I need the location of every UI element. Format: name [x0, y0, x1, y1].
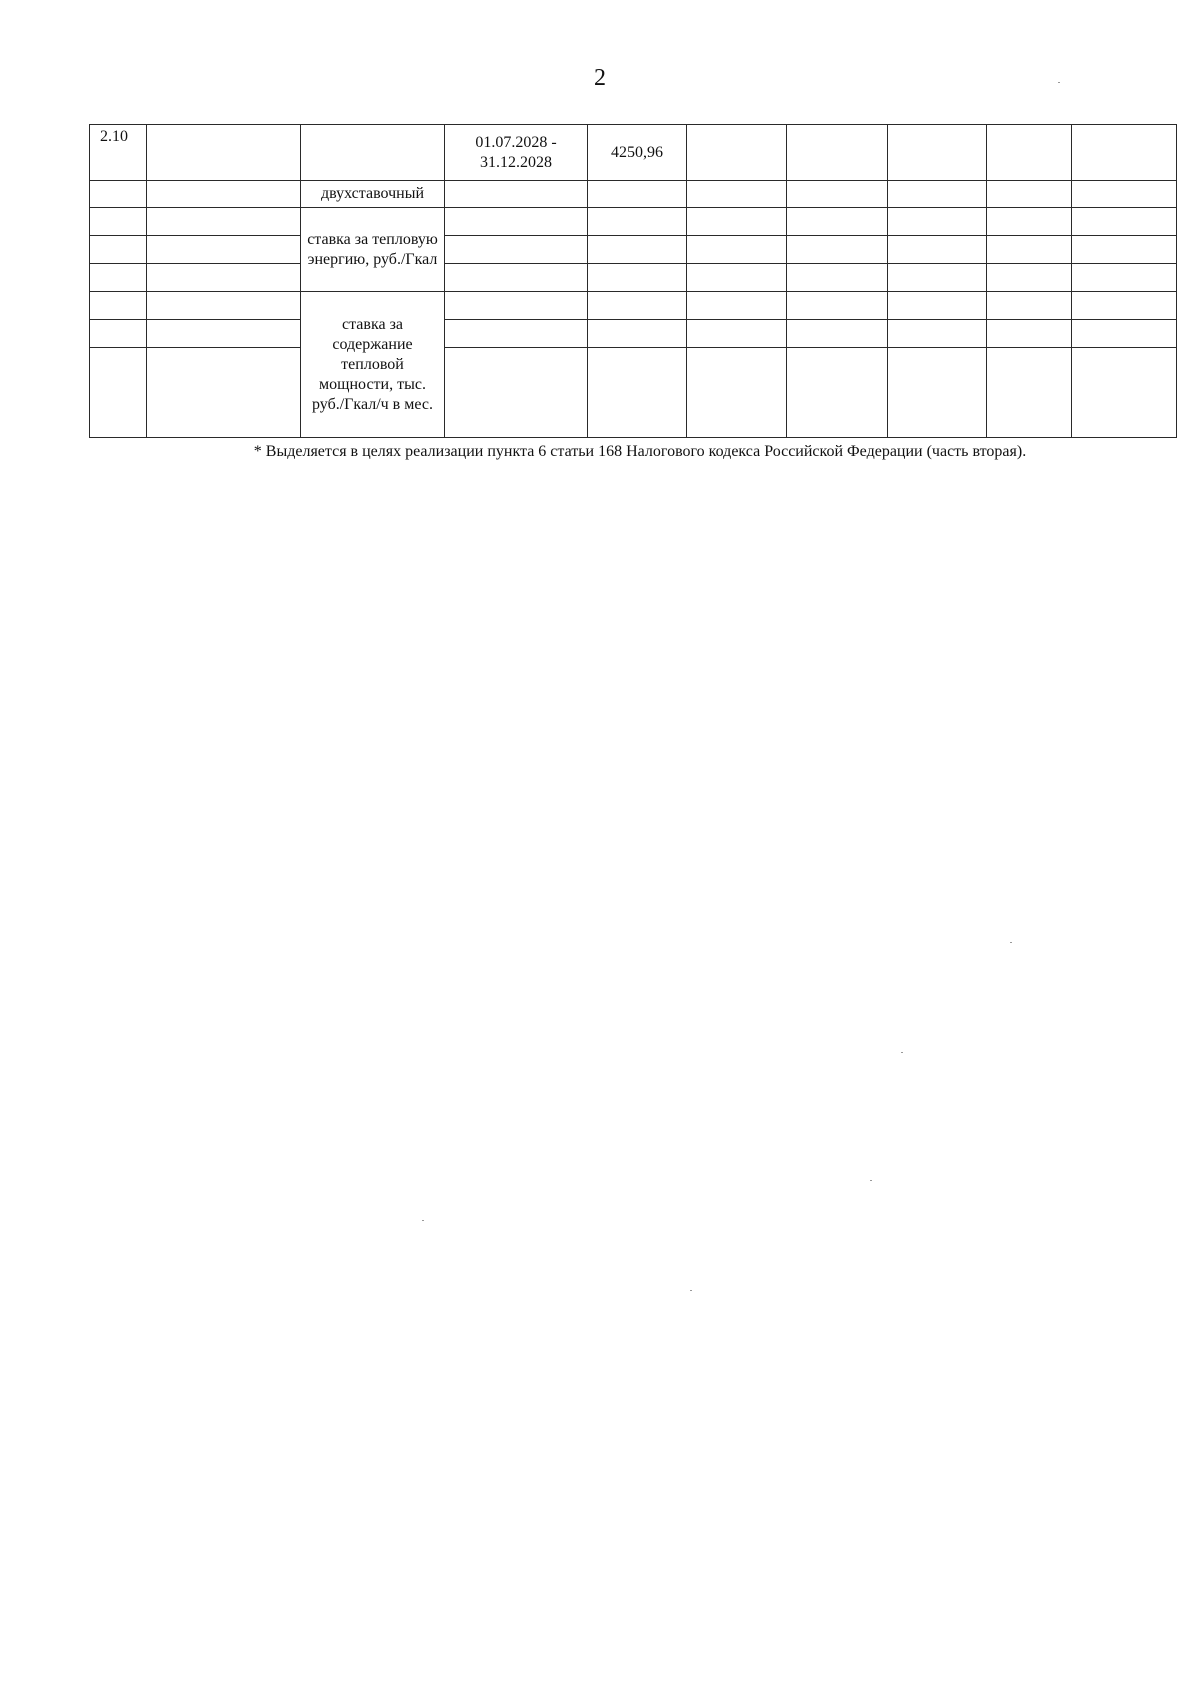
table-row-energy-rate [90, 236, 1177, 264]
scan-speck [422, 1220, 424, 1221]
empty-cell [147, 208, 301, 236]
empty-cell [787, 125, 888, 181]
footnote: * Выделяется в целях реализации пункта 6 статьи 168 Налогового кодекса Российской Федерации (часть вторая). [253, 443, 1027, 460]
empty-cell [445, 181, 588, 208]
capacity-rate-label-cell: ставка за содержание тепловой мощности, тыс. руб./Гкал/ч в мес. [301, 292, 445, 438]
empty-cell [687, 125, 787, 181]
empty-cell [445, 292, 588, 320]
empty-cell [588, 292, 687, 320]
scan-speck [870, 1180, 872, 1181]
empty-cell [888, 181, 987, 208]
empty-cell [687, 292, 787, 320]
empty-cell [90, 320, 147, 348]
empty-cell [987, 320, 1072, 348]
empty-cell [1072, 320, 1177, 348]
empty-cell [687, 348, 787, 438]
empty-cell [147, 181, 301, 208]
empty-cell [588, 348, 687, 438]
empty-cell [787, 348, 888, 438]
empty-cell [147, 236, 301, 264]
empty-cell [687, 208, 787, 236]
empty-cell [888, 208, 987, 236]
rate-type-cell: двухставочный [301, 181, 445, 208]
table-row-energy-rate [90, 208, 1177, 236]
table-row-capacity-rate [90, 292, 1177, 320]
empty-cell [147, 348, 301, 438]
empty-cell [445, 208, 588, 236]
empty-cell [787, 181, 888, 208]
tariff-table [89, 124, 1177, 438]
empty-cell [787, 208, 888, 236]
scan-speck [901, 1052, 903, 1053]
empty-cell [90, 236, 147, 264]
empty-cell [987, 292, 1072, 320]
empty-cell [588, 208, 687, 236]
empty-cell [147, 125, 301, 181]
empty-cell [90, 208, 147, 236]
row-number-cell: 2.10 [90, 125, 147, 181]
empty-cell [90, 181, 147, 208]
table-row-period [90, 125, 1177, 181]
empty-cell [588, 264, 687, 292]
empty-cell [787, 264, 888, 292]
empty-cell [888, 348, 987, 438]
empty-cell [147, 320, 301, 348]
empty-cell [1072, 125, 1177, 181]
empty-cell [1072, 348, 1177, 438]
empty-cell [687, 264, 787, 292]
empty-cell [588, 236, 687, 264]
empty-cell [588, 320, 687, 348]
empty-cell [147, 292, 301, 320]
scan-speck [1010, 942, 1012, 943]
energy-rate-label-cell: ставка за тепловую энергию, руб./Гкал [301, 208, 445, 292]
empty-cell [888, 236, 987, 264]
empty-cell [90, 348, 147, 438]
table-row-capacity-rate [90, 320, 1177, 348]
table-row-rate-type [90, 181, 1177, 208]
empty-cell [787, 320, 888, 348]
period-cell: 01.07.2028 - 31.12.2028 [445, 125, 588, 181]
empty-cell [1072, 264, 1177, 292]
empty-cell [445, 320, 588, 348]
table-row-capacity-rate [90, 348, 1177, 438]
empty-cell [987, 208, 1072, 236]
scan-speck [1058, 82, 1060, 83]
empty-cell [90, 264, 147, 292]
empty-cell [445, 348, 588, 438]
empty-cell [987, 181, 1072, 208]
empty-cell [445, 236, 588, 264]
empty-cell [687, 181, 787, 208]
empty-cell [987, 264, 1072, 292]
empty-cell [301, 125, 445, 181]
empty-cell [987, 125, 1072, 181]
table-row-energy-rate [90, 264, 1177, 292]
empty-cell [1072, 181, 1177, 208]
empty-cell [888, 292, 987, 320]
tariff-value-cell: 4250,96 [588, 125, 687, 181]
empty-cell [147, 264, 301, 292]
empty-cell [888, 125, 987, 181]
scan-speck [690, 1290, 692, 1291]
page-number: 2 [594, 65, 606, 91]
empty-cell [787, 236, 888, 264]
empty-cell [588, 181, 687, 208]
empty-cell [445, 264, 588, 292]
empty-cell [1072, 208, 1177, 236]
empty-cell [987, 348, 1072, 438]
empty-cell [888, 320, 987, 348]
empty-cell [1072, 236, 1177, 264]
empty-cell [687, 236, 787, 264]
empty-cell [1072, 292, 1177, 320]
empty-cell [888, 264, 987, 292]
empty-cell [90, 292, 147, 320]
empty-cell [687, 320, 787, 348]
empty-cell [787, 292, 888, 320]
empty-cell [987, 236, 1072, 264]
